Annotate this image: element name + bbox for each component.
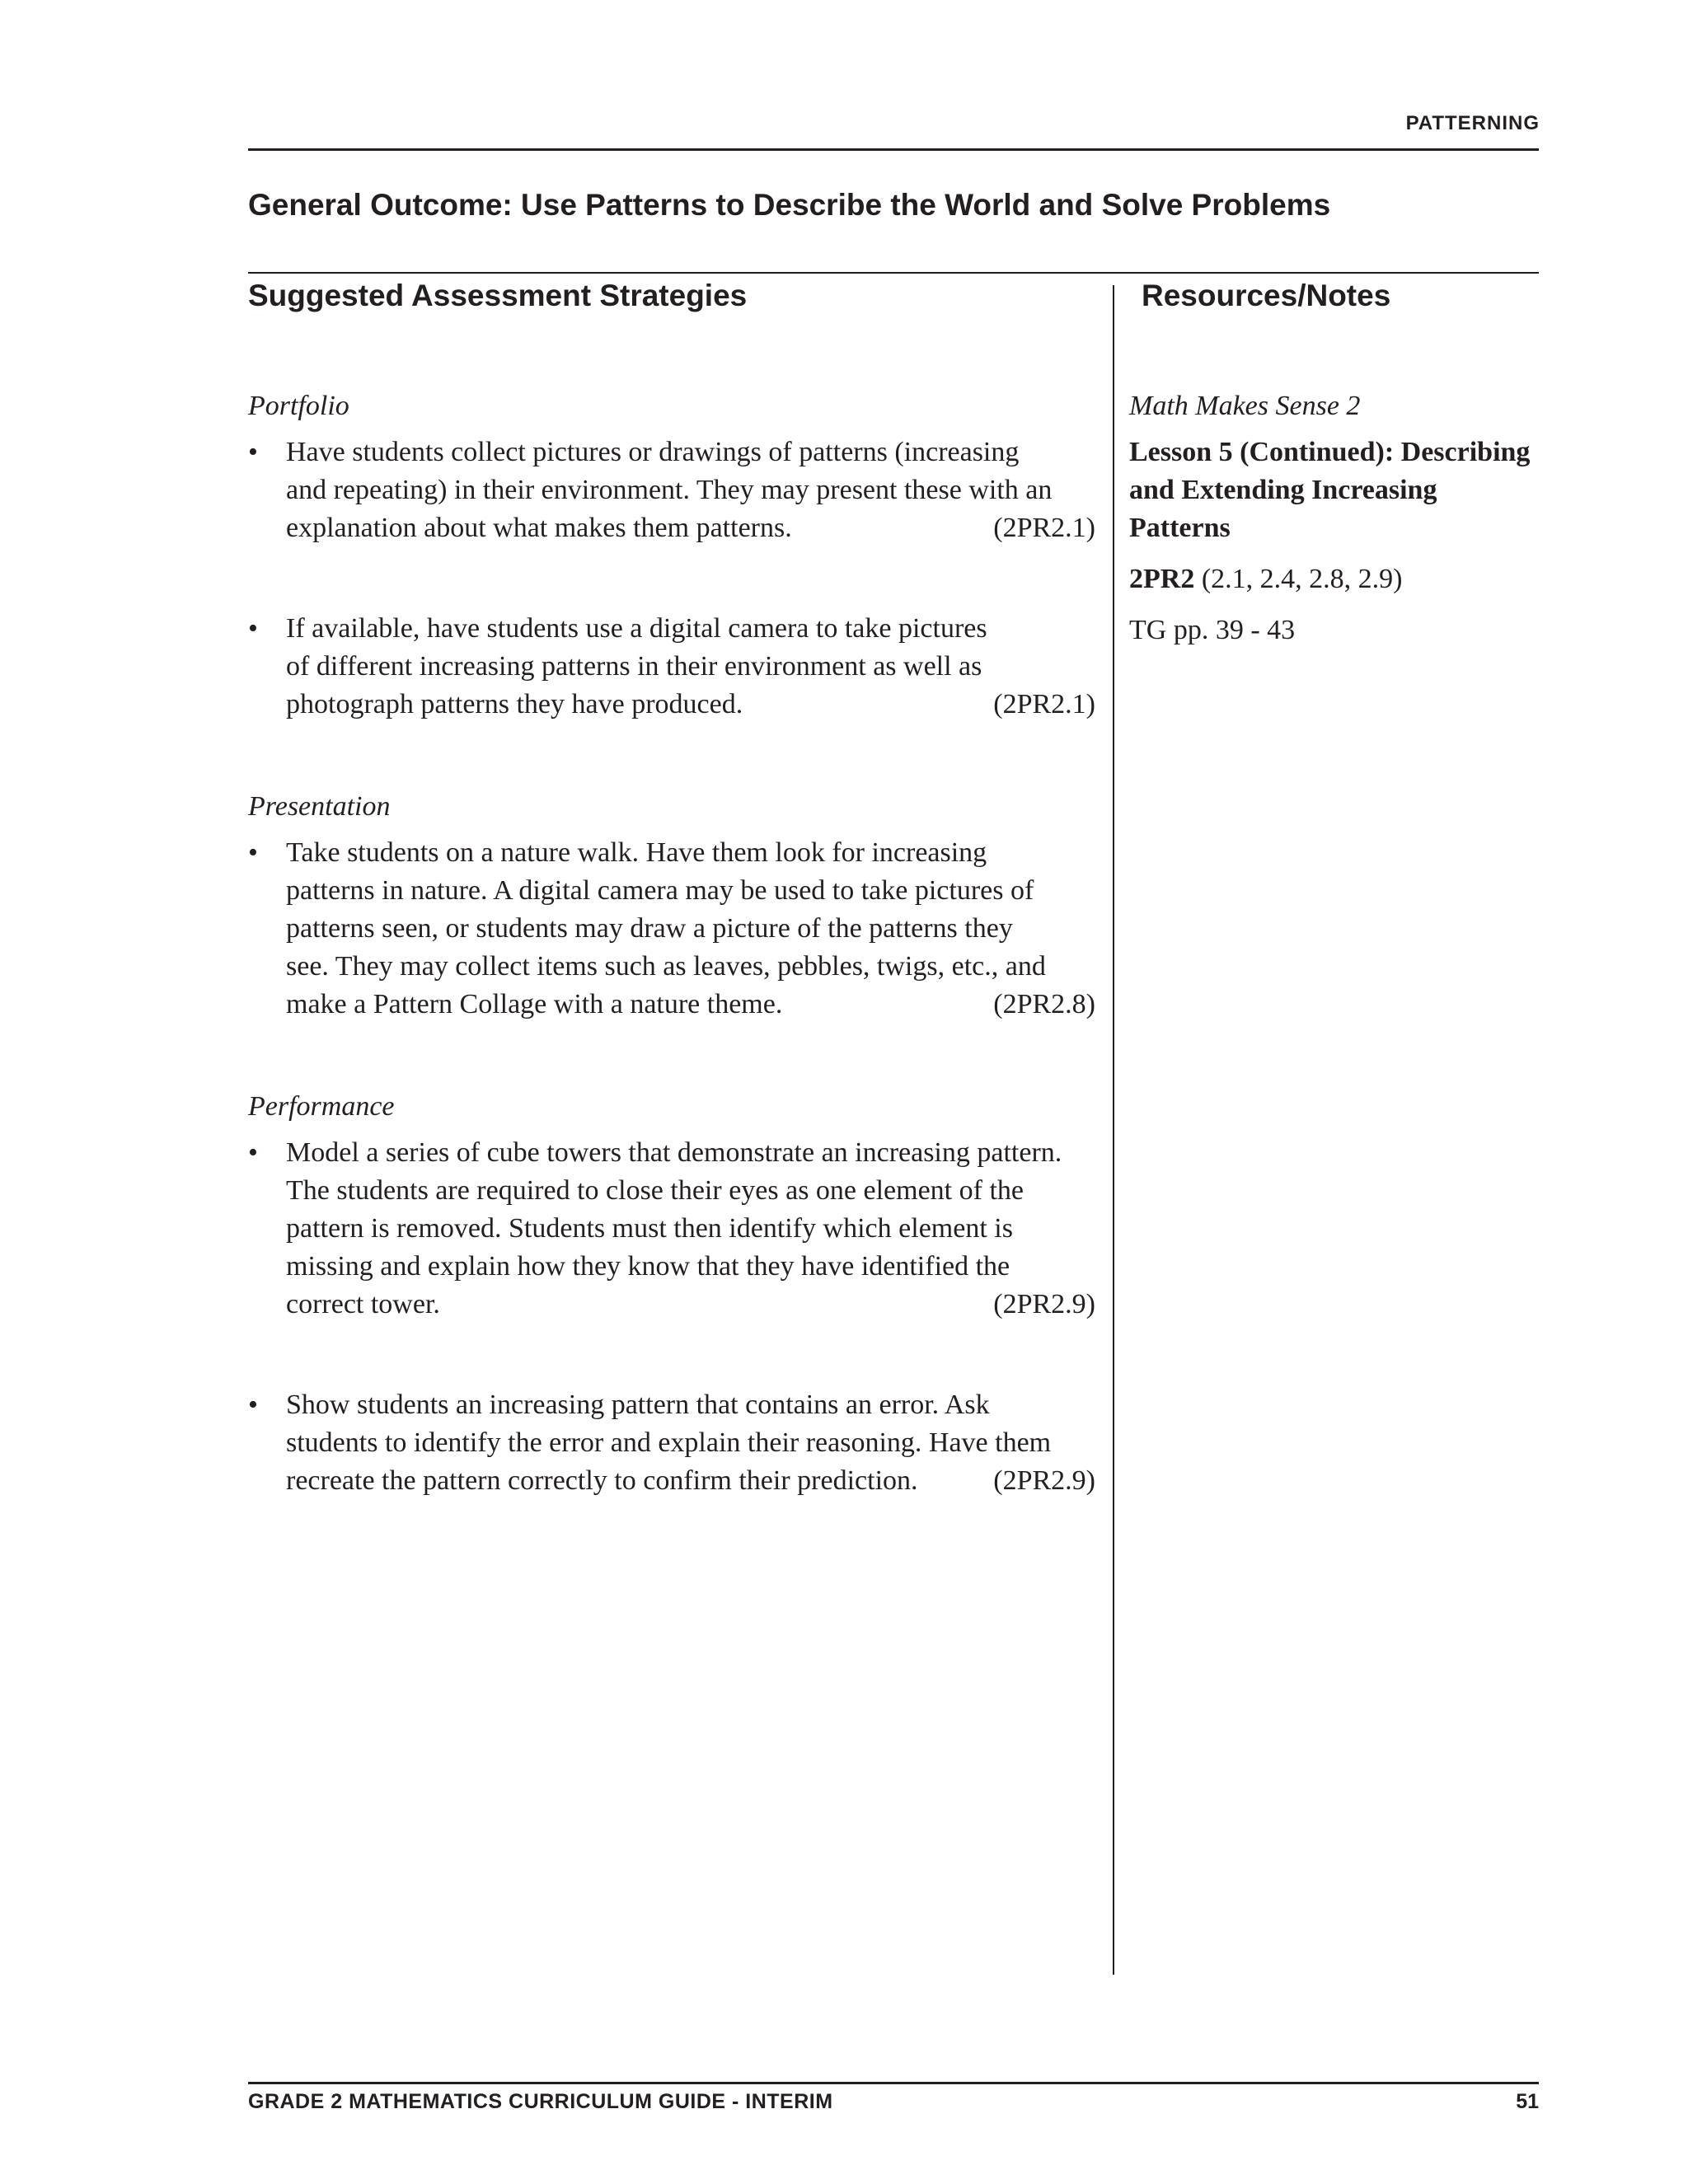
- item-line: make a Pattern Collage with a nature theme.: [286, 989, 783, 1019]
- category-presentation: Presentation: [248, 791, 391, 822]
- assessment-strategies-column: [248, 387, 1095, 1500]
- item-line: correct tower.: [286, 1289, 440, 1319]
- page-number: 51: [1516, 2090, 1539, 2113]
- top-rule: [248, 148, 1539, 151]
- item-line: Take students on a nature walk. Have them look for increasing: [286, 837, 987, 868]
- item-line: Have students collect pictures or drawings of patterns (increasing: [286, 437, 1020, 467]
- bullet-icon: •: [248, 437, 258, 467]
- item-line: students to identify the error and explain their reasoning. Have them: [286, 1427, 1052, 1458]
- outcome-code: (2PR2.8): [993, 989, 1095, 1019]
- item-line: patterns in nature. A digital camera may be used to take pictures of: [286, 875, 1034, 906]
- list-item: [248, 1134, 1095, 1324]
- outcome-references: [1129, 560, 1541, 598]
- item-line: photograph patterns they have produced.: [286, 689, 743, 719]
- lesson-title-line: and Extending Increasing: [1129, 475, 1437, 505]
- outcome-code: (2PR2.9): [993, 1465, 1095, 1496]
- outcome-code: 2PR2: [1129, 564, 1195, 594]
- list-item: [248, 834, 1095, 1024]
- item-line: of different increasing patterns in their environment as well as: [286, 651, 982, 682]
- bullet-icon: •: [248, 837, 258, 868]
- resources-notes-column: [1129, 387, 1541, 649]
- teacher-guide-pages: TG pp. 39 - 43: [1129, 615, 1296, 645]
- list-item: [248, 434, 1095, 547]
- section-label: PATTERNING: [1405, 112, 1540, 134]
- resource-book-title: Math Makes Sense 2: [1129, 391, 1361, 421]
- item-line: recreate the pattern correctly to confirm their prediction.: [286, 1465, 918, 1496]
- assessment-strategies-heading: Suggested Assessment Strategies: [248, 279, 748, 312]
- general-outcome-title: General Outcome: Use Patterns to Describe the World and Solve Problems: [248, 188, 1331, 222]
- category-portfolio: Portfolio: [248, 391, 349, 421]
- outcome-code: (2PR2.9): [993, 1289, 1095, 1319]
- item-line: missing and explain how they know that they have identified the: [286, 1251, 1010, 1282]
- outcome-code: (2PR2.1): [993, 689, 1095, 719]
- item-line: and repeating) in their environment. They may present these with an: [286, 475, 1053, 505]
- item-line: Show students an increasing pattern that contains an error. Ask: [286, 1390, 990, 1420]
- outcome-values: (2.1, 2.4, 2.8, 2.9): [1194, 564, 1403, 594]
- item-line: If available, have students use a digital camera to take pictures: [286, 613, 987, 644]
- column-divider: [1113, 285, 1114, 1975]
- footer-title: GRADE 2 MATHEMATICS CURRICULUM GUIDE - INTERIM: [248, 2090, 833, 2113]
- item-line: The students are required to close their eyes as one element of the: [286, 1175, 1024, 1206]
- lesson-title-line: Lesson 5 (Continued): Describing: [1129, 437, 1531, 467]
- bullet-icon: •: [248, 1137, 258, 1168]
- list-item: [248, 610, 1095, 724]
- item-line: see. They may collect items such as leaves, pebbles, twigs, etc., and: [286, 951, 1046, 982]
- header-rule: [248, 272, 1539, 274]
- item-line: explanation about what makes them patterns.: [286, 513, 792, 543]
- bullet-icon: •: [248, 1390, 258, 1420]
- item-line: patterns seen, or students may draw a picture of the patterns they: [286, 913, 1013, 944]
- item-line: pattern is removed. Students must then identify which element is: [286, 1213, 1013, 1244]
- category-performance: Performance: [248, 1091, 395, 1122]
- resources-notes-heading: Resources/Notes: [1142, 279, 1391, 312]
- bullet-icon: •: [248, 613, 258, 644]
- list-item: [248, 1386, 1095, 1500]
- footer-rule: [248, 2082, 1539, 2084]
- lesson-title-line: Patterns: [1129, 513, 1231, 543]
- outcome-code: (2PR2.1): [993, 513, 1095, 543]
- item-line: Model a series of cube towers that demonstrate an increasing pattern.: [286, 1137, 1062, 1168]
